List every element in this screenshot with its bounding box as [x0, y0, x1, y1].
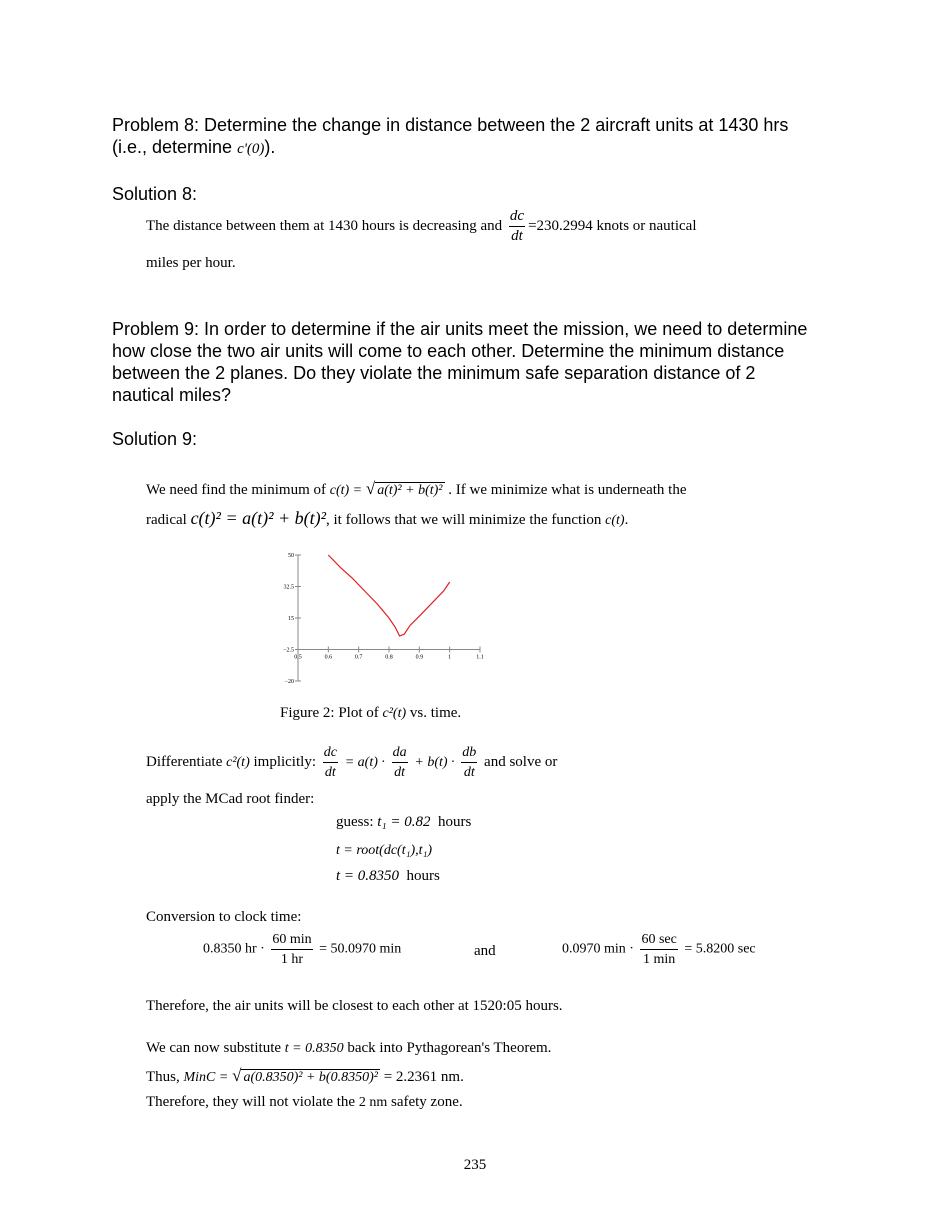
minc-statement: Thus, MinC = √ a(0.8350)² + b(0.8350)² = 2.2361 nm. [146, 1066, 464, 1085]
problem-9-line: how close the two air units will come to each other. Determine the minimum distance [112, 341, 785, 361]
radical-equation: c(t)² = a(t)² + b(t)² [190, 508, 327, 528]
conversion-minutes-to-seconds: 0.0970 min · $\frac{60 \sec}{1 \min}$ = 5.8200 sec [562, 932, 756, 967]
db-dt-fraction: $\frac{db}{dt}$ [462, 745, 477, 780]
x-tick-label: 0.6 [324, 654, 333, 661]
conversion-and: and [474, 943, 496, 959]
figure-2-chart [270, 545, 500, 690]
solution-8-heading: Solution 8: [112, 184, 198, 204]
x-tick-label: 0.8 [385, 654, 393, 661]
differentiate-line: Differentiate c²(t) implicitly: $\frac{dc}{dt}$ = a(t) · $\frac{da}{dt}$ + b(t) · $\frac{db}{dt}$ and solve or [146, 745, 558, 780]
solution-9-paragraph-2: radical c(t)² = a(t)² + b(t)², it follows that we will minimize the function c(t). [146, 508, 629, 528]
conversion-hours-to-minutes: 0.8350 hr · $\frac{60 \min}{1 hr}$ = 50.0970 min [203, 932, 402, 967]
root-finder-result: t = 0.8350 hours [336, 868, 440, 884]
problem-8-heading: Problem 8: Determine the change in distance between the 2 aircraft units at 1430 hrs [112, 115, 789, 135]
figure-2-caption: Figure 2: Plot of c²(t) vs. time. [280, 705, 462, 721]
root-finder-expression: t = root(dc(t₁),t₁) [336, 843, 433, 858]
c-prime-expression: c'(0) [237, 141, 265, 157]
differentiate-line-2: apply the MCad root finder: [146, 791, 315, 807]
y-tick-label: −2.5 [283, 647, 294, 654]
substitute-statement: We can now substitute t = 0.8350 back into Pythagorean's Theorem. [146, 1040, 552, 1056]
dc-dt-fraction: $\frac{dc}{dt}$ [323, 745, 337, 780]
solution-8-text: The distance between them at 1430 hours is decreasing and $\frac{dc}{dt}$ =230.2994 knots or nautical [146, 208, 697, 244]
problem-9-line: Problem 9: In order to determine if the air units meet the mission, we need to determine [112, 319, 808, 339]
chart-ticks [283, 553, 484, 685]
x-tick-label: 1.1 [476, 654, 484, 661]
x-tick-label: 0.5 [294, 654, 302, 661]
c-squared-series-line [328, 555, 449, 636]
solution-9-paragraph-1: We need find the minimum of c(t) = √ a(t)² + b(t)² . If we minimize what is underneath the [146, 479, 687, 498]
page-number: 235 [463, 1157, 487, 1173]
y-tick-label: 50 [288, 553, 294, 559]
problem-8-line-2: (i.e., determine c'(0)). [112, 137, 276, 157]
solution-8-line-2: miles per hour. [146, 255, 236, 271]
sqrt-expression: a(t)² + b(t)² [377, 483, 443, 498]
y-tick-label: −20 [284, 679, 294, 685]
x-tick-label: 1 [448, 654, 452, 661]
sqrt-expression: a(0.8350)² + b(0.8350)² [243, 1070, 378, 1085]
y-tick-label: 32.5 [283, 584, 294, 591]
closest-time-statement: Therefore, the air units will be closest to each other at 1520:05 hours. [146, 998, 563, 1014]
y-tick-label: 15 [288, 616, 294, 622]
problem-9 [112, 318, 912, 406]
problem-8 [112, 114, 912, 159]
problem-9-line: between the 2 planes. Do they violate the minimum safe separation distance of 2 [112, 363, 756, 383]
problem-9-line: nautical miles? [112, 385, 232, 405]
x-tick-label: 0.7 [354, 654, 363, 661]
root-finder-guess: guess: t₁ = 0.82 hours [336, 814, 472, 830]
final-statement: Therefore, they will not violate the 2 nm safety zone. [146, 1094, 463, 1110]
chart-series [328, 555, 449, 636]
x-tick-label: 0.9 [415, 654, 424, 661]
da-dt-fraction: $\frac{da}{dt}$ [392, 745, 407, 780]
dc-dt-fraction: $\frac{dc}{dt}$ [509, 208, 525, 244]
conversion-heading: Conversion to clock time: [146, 909, 302, 925]
solution-9-heading: Solution 9: [112, 429, 198, 449]
